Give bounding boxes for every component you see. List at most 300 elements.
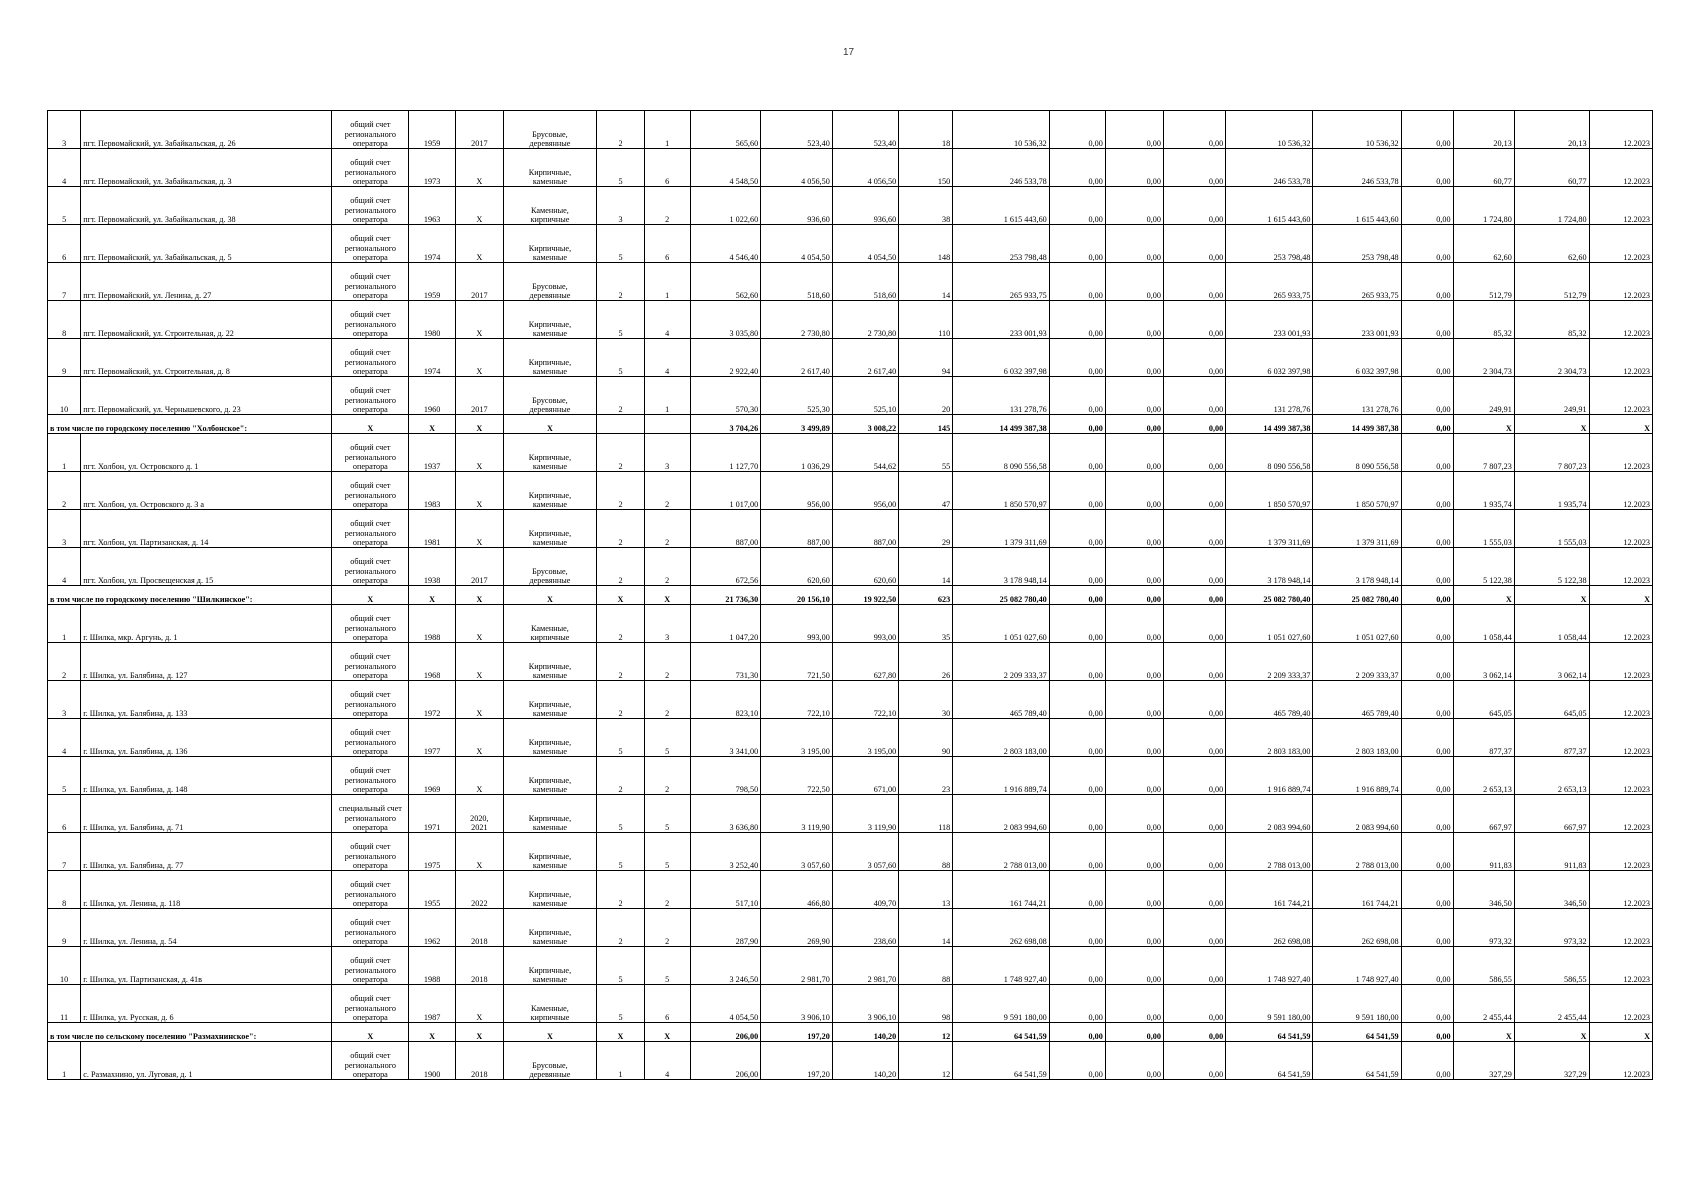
entrances-cell: X (644, 586, 690, 605)
value-cell-v8: 0,00 (1163, 757, 1225, 795)
year2-cell: X (455, 586, 503, 605)
entrances-cell: 4 (644, 1042, 690, 1080)
value-cell-v8: 0,00 (1163, 833, 1225, 871)
row-number: 3 (48, 111, 81, 149)
value-cell-v13: 2 455,44 (1514, 985, 1589, 1023)
value-cell-v1: 1 022,60 (690, 187, 761, 225)
value-cell-v1: 823,10 (690, 681, 761, 719)
value-cell-v12: 586,55 (1453, 947, 1514, 985)
table-row (48, 643, 1653, 681)
year2-cell: X (455, 757, 503, 795)
account-cell: общий счет регионального оператора (332, 111, 409, 149)
value-cell-v8: 0,00 (1163, 985, 1225, 1023)
value-cell-v11: 0,00 (1401, 434, 1453, 472)
entrances-cell: 2 (644, 757, 690, 795)
table-row (48, 909, 1653, 947)
value-cell-v3: 2 617,40 (832, 339, 898, 377)
value-cell-v11: 0,00 (1401, 985, 1453, 1023)
value-cell-v1: 206,00 (690, 1042, 761, 1080)
row-number: 8 (48, 871, 81, 909)
date-cell: X (1589, 1023, 1652, 1042)
value-cell-v2: 956,00 (761, 472, 833, 510)
value-cell-v11: 0,00 (1401, 909, 1453, 947)
value-cell-v1: 565,60 (690, 111, 761, 149)
value-cell-v6: 0,00 (1049, 472, 1105, 510)
value-cell-v10: 2 788 013,00 (1313, 833, 1401, 871)
year2-cell: 2018 (455, 1042, 503, 1080)
value-cell-v11: 0,00 (1401, 757, 1453, 795)
value-cell-v12: 20,13 (1453, 111, 1514, 149)
table-row (48, 149, 1653, 187)
value-cell-v1: 206,00 (690, 1023, 761, 1042)
value-cell-v2: 887,00 (761, 510, 833, 548)
value-cell-v13: 327,29 (1514, 1042, 1589, 1080)
value-cell-v7: 0,00 (1105, 643, 1163, 681)
value-cell-v10: 2 803 183,00 (1313, 719, 1401, 757)
year-cell: X (409, 586, 456, 605)
table-row (48, 833, 1653, 871)
value-cell-v4: 35 (899, 605, 953, 643)
value-cell-v3: 3 906,10 (832, 985, 898, 1023)
value-cell-v10: 265 933,75 (1313, 263, 1401, 301)
value-cell-v10: 1 615 443,60 (1313, 187, 1401, 225)
value-cell-v7: 0,00 (1105, 1023, 1163, 1042)
floors-cell: 5 (597, 795, 645, 833)
value-cell-v13: 60,77 (1514, 149, 1589, 187)
value-cell-v7: 0,00 (1105, 833, 1163, 871)
value-cell-v5: 233 001,93 (953, 301, 1050, 339)
date-cell: 12.2023 (1589, 985, 1652, 1023)
value-cell-v11: 0,00 (1401, 149, 1453, 187)
table-row (48, 548, 1653, 586)
value-cell-v8: 0,00 (1163, 434, 1225, 472)
year2-cell: X (455, 985, 503, 1023)
value-cell-v5: 8 090 556,58 (953, 434, 1050, 472)
value-cell-v8: 0,00 (1163, 605, 1225, 643)
entrances-cell: 2 (644, 909, 690, 947)
value-cell-v4: 29 (899, 510, 953, 548)
row-number: 1 (48, 1042, 81, 1080)
floors-cell: 2 (597, 909, 645, 947)
row-number: 2 (48, 472, 81, 510)
floors-cell: 2 (597, 111, 645, 149)
value-cell-v6: 0,00 (1049, 833, 1105, 871)
year-cell: 1988 (409, 947, 456, 985)
floors-cell: 5 (597, 947, 645, 985)
value-cell-v1: 731,30 (690, 643, 761, 681)
value-cell-v5: 9 591 180,00 (953, 985, 1050, 1023)
value-cell-v4: 14 (899, 548, 953, 586)
value-cell-v11: 0,00 (1401, 871, 1453, 909)
table-row (48, 434, 1653, 472)
value-cell-v13: 1 935,74 (1514, 472, 1589, 510)
account-cell: общий счет регионального оператора (332, 301, 409, 339)
year-cell: 1960 (409, 377, 456, 415)
value-cell-v2: 20 156,10 (761, 586, 833, 605)
year-cell: 1955 (409, 871, 456, 909)
value-cell-v4: 13 (899, 871, 953, 909)
date-cell: 12.2023 (1589, 111, 1652, 149)
value-cell-v1: 3 035,80 (690, 301, 761, 339)
value-cell-v2: 523,40 (761, 111, 833, 149)
year-cell: X (409, 415, 456, 434)
value-cell-v9: 64 541,59 (1226, 1023, 1313, 1042)
year2-cell: X (455, 681, 503, 719)
year-cell: 1972 (409, 681, 456, 719)
account-cell: общий счет регионального оператора (332, 510, 409, 548)
floors-cell: X (597, 586, 645, 605)
value-cell-v6: 0,00 (1049, 187, 1105, 225)
value-cell-v13: 512,79 (1514, 263, 1589, 301)
value-cell-v5: 2 083 994,60 (953, 795, 1050, 833)
material-cell: Кирпичные, каменные (503, 149, 596, 187)
value-cell-v5: 161 744,21 (953, 871, 1050, 909)
account-cell: общий счет регионального оператора (332, 833, 409, 871)
value-cell-v13: 85,32 (1514, 301, 1589, 339)
value-cell-v12: 645,05 (1453, 681, 1514, 719)
value-cell-v5: 131 278,76 (953, 377, 1050, 415)
value-cell-v5: 262 698,08 (953, 909, 1050, 947)
account-cell: общий счет регионального оператора (332, 871, 409, 909)
entrances-cell: 4 (644, 339, 690, 377)
value-cell-v8: 0,00 (1163, 225, 1225, 263)
year2-cell: X (455, 225, 503, 263)
value-cell-v12: 2 455,44 (1453, 985, 1514, 1023)
value-cell-v12: 85,32 (1453, 301, 1514, 339)
account-cell: общий счет регионального оператора (332, 187, 409, 225)
account-cell: общий счет регионального оператора (332, 985, 409, 1023)
address-cell: пгт. Холбон, ул. Островского д. 1 (81, 434, 332, 472)
value-cell-v3: 3 195,00 (832, 719, 898, 757)
value-cell-v13: 586,55 (1514, 947, 1589, 985)
value-cell-v10: 131 278,76 (1313, 377, 1401, 415)
year2-cell: X (455, 605, 503, 643)
year2-cell: X (455, 833, 503, 871)
value-cell-v13: 1 555,03 (1514, 510, 1589, 548)
value-cell-v3: 544,62 (832, 434, 898, 472)
value-cell-v4: 30 (899, 681, 953, 719)
entrances-cell: 5 (644, 719, 690, 757)
material-cell: Кирпичные, каменные (503, 225, 596, 263)
year2-cell: X (455, 187, 503, 225)
value-cell-v5: 64 541,59 (953, 1023, 1050, 1042)
value-cell-v13: X (1514, 415, 1589, 434)
value-cell-v11: 0,00 (1401, 377, 1453, 415)
value-cell-v1: 3 341,00 (690, 719, 761, 757)
value-cell-v7: 0,00 (1105, 1042, 1163, 1080)
page-number: 17 (842, 47, 855, 58)
value-cell-v4: 12 (899, 1042, 953, 1080)
date-cell: 12.2023 (1589, 472, 1652, 510)
entrances-cell: 2 (644, 510, 690, 548)
value-cell-v5: 1 051 027,60 (953, 605, 1050, 643)
date-cell: 12.2023 (1589, 263, 1652, 301)
value-cell-v9: 3 178 948,14 (1226, 548, 1313, 586)
value-cell-v13: 877,37 (1514, 719, 1589, 757)
year2-cell: 2022 (455, 871, 503, 909)
value-cell-v7: 0,00 (1105, 263, 1163, 301)
value-cell-v10: 64 541,59 (1313, 1023, 1401, 1042)
subtotal-row (48, 1023, 1653, 1042)
value-cell-v9: 262 698,08 (1226, 909, 1313, 947)
floors-cell: 2 (597, 681, 645, 719)
material-cell: Кирпичные, каменные (503, 833, 596, 871)
date-cell: 12.2023 (1589, 339, 1652, 377)
value-cell-v5: 1 379 311,69 (953, 510, 1050, 548)
address-cell: пгт. Холбон, ул. Партизанская, д. 14 (81, 510, 332, 548)
date-cell: 12.2023 (1589, 1042, 1652, 1080)
material-cell: Кирпичные, каменные (503, 472, 596, 510)
account-cell: общий счет регионального оператора (332, 548, 409, 586)
address-cell: г. Шилка, ул. Балябина, д. 127 (81, 643, 332, 681)
value-cell-v4: 88 (899, 947, 953, 985)
value-cell-v10: 262 698,08 (1313, 909, 1401, 947)
value-cell-v2: 936,60 (761, 187, 833, 225)
value-cell-v10: 1 051 027,60 (1313, 605, 1401, 643)
value-cell-v2: 525,30 (761, 377, 833, 415)
table-row (48, 472, 1653, 510)
value-cell-v5: 2 803 183,00 (953, 719, 1050, 757)
value-cell-v3: 4 054,50 (832, 225, 898, 263)
address-cell: г. Шилка, ул. Балябина, д. 77 (81, 833, 332, 871)
value-cell-v7: 0,00 (1105, 548, 1163, 586)
account-cell: общий счет регионального оператора (332, 643, 409, 681)
date-cell: 12.2023 (1589, 947, 1652, 985)
value-cell-v4: 12 (899, 1023, 953, 1042)
value-cell-v5: 253 798,48 (953, 225, 1050, 263)
address-cell: пгт. Холбон, ул. Островского д. 3 а (81, 472, 332, 510)
value-cell-v13: 3 062,14 (1514, 643, 1589, 681)
material-cell: Брусовые, деревянные (503, 1042, 596, 1080)
address-cell: пгт. Первомайский, ул. Ленина, д. 27 (81, 263, 332, 301)
floors-cell: 2 (597, 263, 645, 301)
entrances-cell: 3 (644, 434, 690, 472)
table-row (48, 301, 1653, 339)
value-cell-v2: 4 054,50 (761, 225, 833, 263)
value-cell-v3: 2 730,80 (832, 301, 898, 339)
value-cell-v4: 18 (899, 111, 953, 149)
material-cell: Каменные, кирпичные (503, 985, 596, 1023)
year2-cell: 2018 (455, 909, 503, 947)
value-cell-v8: 0,00 (1163, 472, 1225, 510)
row-number: 10 (48, 377, 81, 415)
value-cell-v13: 973,32 (1514, 909, 1589, 947)
value-cell-v13: 2 653,13 (1514, 757, 1589, 795)
table-row (48, 510, 1653, 548)
entrances-cell (644, 415, 690, 434)
value-cell-v5: 1 916 889,74 (953, 757, 1050, 795)
date-cell: 12.2023 (1589, 225, 1652, 263)
value-cell-v4: 94 (899, 339, 953, 377)
value-cell-v1: 672,56 (690, 548, 761, 586)
value-cell-v13: 346,50 (1514, 871, 1589, 909)
value-cell-v8: 0,00 (1163, 301, 1225, 339)
value-cell-v6: 0,00 (1049, 263, 1105, 301)
table-row (48, 605, 1653, 643)
material-cell: X (503, 415, 596, 434)
row-number: 8 (48, 301, 81, 339)
value-cell-v8: 0,00 (1163, 586, 1225, 605)
entrances-cell: 2 (644, 643, 690, 681)
value-cell-v4: 150 (899, 149, 953, 187)
value-cell-v12: 7 807,23 (1453, 434, 1514, 472)
value-cell-v13: 645,05 (1514, 681, 1589, 719)
value-cell-v3: 140,20 (832, 1023, 898, 1042)
account-cell: специальный счет регионального оператора (332, 795, 409, 833)
value-cell-v3: 518,60 (832, 263, 898, 301)
entrances-cell: 4 (644, 301, 690, 339)
row-number: 6 (48, 225, 81, 263)
date-cell: 12.2023 (1589, 548, 1652, 586)
value-cell-v11: 0,00 (1401, 472, 1453, 510)
value-cell-v2: 722,50 (761, 757, 833, 795)
material-cell: Брусовые, деревянные (503, 548, 596, 586)
value-cell-v7: 0,00 (1105, 985, 1163, 1023)
year2-cell: X (455, 1023, 503, 1042)
value-cell-v4: 26 (899, 643, 953, 681)
value-cell-v6: 0,00 (1049, 719, 1105, 757)
material-cell: Кирпичные, каменные (503, 434, 596, 472)
value-cell-v13: 20,13 (1514, 111, 1589, 149)
value-cell-v7: 0,00 (1105, 586, 1163, 605)
value-cell-v1: 562,60 (690, 263, 761, 301)
value-cell-v4: 90 (899, 719, 953, 757)
date-cell: 12.2023 (1589, 301, 1652, 339)
value-cell-v8: 0,00 (1163, 947, 1225, 985)
floors-cell: 5 (597, 339, 645, 377)
floors-cell: 2 (597, 472, 645, 510)
value-cell-v5: 246 533,78 (953, 149, 1050, 187)
year-cell: 1974 (409, 225, 456, 263)
value-cell-v4: 110 (899, 301, 953, 339)
value-cell-v4: 38 (899, 187, 953, 225)
material-cell: Кирпичные, каменные (503, 909, 596, 947)
value-cell-v1: 798,50 (690, 757, 761, 795)
material-cell: Кирпичные, каменные (503, 339, 596, 377)
date-cell: 12.2023 (1589, 434, 1652, 472)
value-cell-v6: 0,00 (1049, 415, 1105, 434)
value-cell-v12: 1 724,80 (1453, 187, 1514, 225)
value-cell-v6: 0,00 (1049, 586, 1105, 605)
value-cell-v5: 265 933,75 (953, 263, 1050, 301)
value-cell-v1: 1 127,70 (690, 434, 761, 472)
floors-cell: 5 (597, 225, 645, 263)
value-cell-v1: 517,10 (690, 871, 761, 909)
row-number: 9 (48, 909, 81, 947)
value-cell-v9: 246 533,78 (1226, 149, 1313, 187)
entrances-cell: 6 (644, 985, 690, 1023)
account-cell: общий счет регионального оператора (332, 719, 409, 757)
value-cell-v10: 9 591 180,00 (1313, 985, 1401, 1023)
housing-register-table (47, 110, 1653, 1080)
value-cell-v2: 721,50 (761, 643, 833, 681)
date-cell: 12.2023 (1589, 909, 1652, 947)
value-cell-v6: 0,00 (1049, 681, 1105, 719)
value-cell-v1: 4 546,40 (690, 225, 761, 263)
value-cell-v8: 0,00 (1163, 263, 1225, 301)
row-number: 9 (48, 339, 81, 377)
value-cell-v13: X (1514, 586, 1589, 605)
value-cell-v8: 0,00 (1163, 111, 1225, 149)
value-cell-v10: 3 178 948,14 (1313, 548, 1401, 586)
year-cell: 1968 (409, 643, 456, 681)
value-cell-v7: 0,00 (1105, 339, 1163, 377)
address-cell: г. Шилка, ул. Ленина, д. 118 (81, 871, 332, 909)
value-cell-v2: 197,20 (761, 1042, 833, 1080)
value-cell-v6: 0,00 (1049, 643, 1105, 681)
value-cell-v10: 2 209 333,37 (1313, 643, 1401, 681)
value-cell-v9: 233 001,93 (1226, 301, 1313, 339)
value-cell-v10: 25 082 780,40 (1313, 586, 1401, 605)
value-cell-v9: 14 499 387,38 (1226, 415, 1313, 434)
value-cell-v6: 0,00 (1049, 377, 1105, 415)
floors-cell: 3 (597, 187, 645, 225)
table-row (48, 757, 1653, 795)
value-cell-v3: 3 008,22 (832, 415, 898, 434)
value-cell-v12: 327,29 (1453, 1042, 1514, 1080)
date-cell: 12.2023 (1589, 149, 1652, 187)
value-cell-v5: 2 788 013,00 (953, 833, 1050, 871)
value-cell-v4: 623 (899, 586, 953, 605)
material-cell: Кирпичные, каменные (503, 947, 596, 985)
value-cell-v7: 0,00 (1105, 415, 1163, 434)
table-body (48, 111, 1653, 1080)
value-cell-v12: 62,60 (1453, 225, 1514, 263)
value-cell-v8: 0,00 (1163, 795, 1225, 833)
value-cell-v10: 233 001,93 (1313, 301, 1401, 339)
value-cell-v2: 466,80 (761, 871, 833, 909)
address-cell: пгт. Первомайский, ул. Строительная, д. 8 (81, 339, 332, 377)
material-cell: Кирпичные, каменные (503, 719, 596, 757)
value-cell-v2: 3 119,90 (761, 795, 833, 833)
value-cell-v11: 0,00 (1401, 548, 1453, 586)
entrances-cell: 2 (644, 472, 690, 510)
value-cell-v5: 10 536,32 (953, 111, 1050, 149)
year2-cell: X (455, 643, 503, 681)
value-cell-v12: 2 653,13 (1453, 757, 1514, 795)
value-cell-v12: 973,32 (1453, 909, 1514, 947)
value-cell-v2: 518,60 (761, 263, 833, 301)
year-cell: 1969 (409, 757, 456, 795)
value-cell-v9: 2 803 183,00 (1226, 719, 1313, 757)
value-cell-v2: 1 036,29 (761, 434, 833, 472)
address-cell: г. Шилка, ул. Балябина, д. 136 (81, 719, 332, 757)
address-cell: пгт. Первомайский, ул. Забайкальская, д. 5 (81, 225, 332, 263)
value-cell-v8: 0,00 (1163, 377, 1225, 415)
value-cell-v2: 269,90 (761, 909, 833, 947)
value-cell-v4: 98 (899, 985, 953, 1023)
account-cell: общий счет регионального оператора (332, 339, 409, 377)
value-cell-v9: 8 090 556,58 (1226, 434, 1313, 472)
floors-cell: 2 (597, 377, 645, 415)
year-cell: 1980 (409, 301, 456, 339)
value-cell-v5: 465 789,40 (953, 681, 1050, 719)
year-cell: X (409, 1023, 456, 1042)
account-cell: общий счет регионального оператора (332, 757, 409, 795)
year2-cell: 2017 (455, 377, 503, 415)
date-cell: X (1589, 586, 1652, 605)
value-cell-v2: 993,00 (761, 605, 833, 643)
value-cell-v7: 0,00 (1105, 111, 1163, 149)
value-cell-v12: 877,37 (1453, 719, 1514, 757)
year-cell: 1971 (409, 795, 456, 833)
value-cell-v1: 1 017,00 (690, 472, 761, 510)
address-cell: г. Шилка, мкр. Аргунь, д. 1 (81, 605, 332, 643)
value-cell-v7: 0,00 (1105, 795, 1163, 833)
value-cell-v6: 0,00 (1049, 985, 1105, 1023)
value-cell-v8: 0,00 (1163, 643, 1225, 681)
entrances-cell: 1 (644, 263, 690, 301)
